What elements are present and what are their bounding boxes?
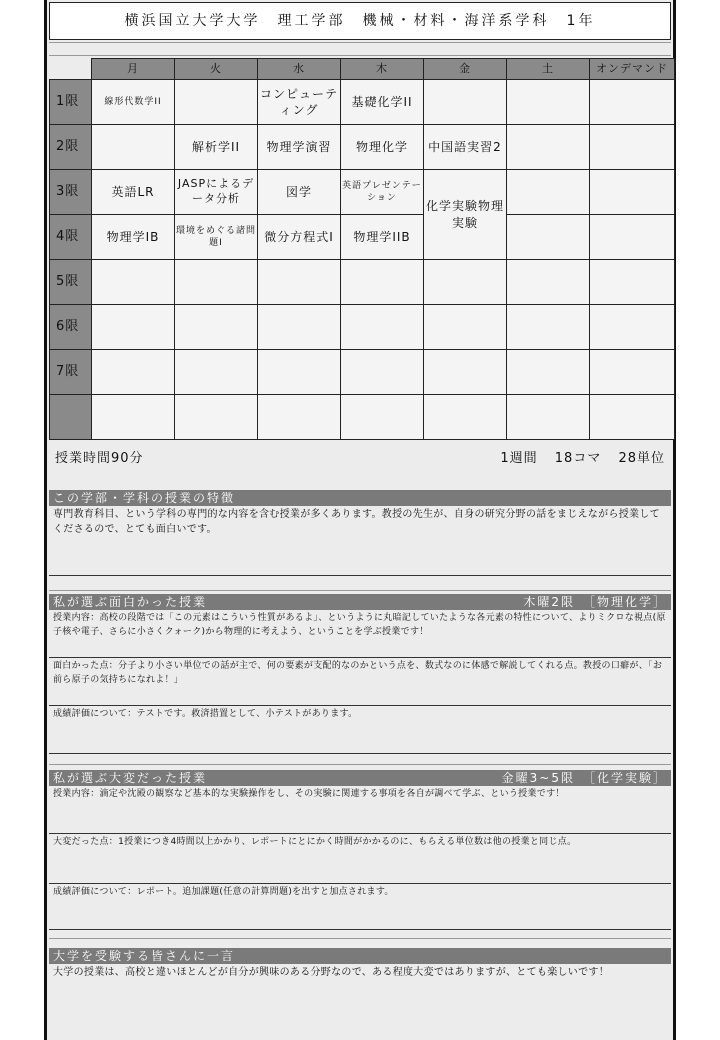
period-label-blank <box>50 395 92 440</box>
period-label: 5限 <box>50 260 92 305</box>
class-cell: 解析学II <box>175 125 258 170</box>
interesting-heading <box>49 594 671 610</box>
empty-cell <box>92 125 175 170</box>
interesting-heading-text: 私が選ぶ面白かった授業 <box>53 595 208 609</box>
empty-cell <box>258 260 341 305</box>
empty-cell <box>424 395 507 440</box>
empty-cell <box>507 80 590 125</box>
day-mon: 月 <box>92 59 175 80</box>
empty-cell <box>175 395 258 440</box>
period-row <box>50 125 675 170</box>
divider <box>49 938 671 939</box>
class-time: 授業時間90分 <box>55 451 144 466</box>
divider <box>49 590 671 591</box>
empty-cell <box>590 125 675 170</box>
empty-cell <box>341 260 424 305</box>
period-row-blank <box>50 395 675 440</box>
empty-cell <box>507 395 590 440</box>
interesting-class-tag: 木曜2限 ［物理化学］ <box>523 595 667 609</box>
timetable-sheet <box>44 0 676 1040</box>
hard-class-tag: 金曜3~5限 ［化学実験］ <box>501 771 667 785</box>
timetable-summary <box>49 440 671 478</box>
corner-cell <box>50 59 92 80</box>
class-cell: 英語LR <box>92 170 175 215</box>
day-wed: 水 <box>258 59 341 80</box>
period-row <box>50 80 675 125</box>
features-heading: この学部・学科の授業の特徴 <box>49 490 671 506</box>
empty-cell <box>175 350 258 395</box>
empty-cell <box>175 80 258 125</box>
message-heading: 大学を受験する皆さんに一言 <box>49 948 671 964</box>
empty-cell <box>507 260 590 305</box>
class-cell: 物理学IIB <box>341 215 424 260</box>
empty-cell <box>507 170 590 215</box>
features-body: 専門教育科目、という学科の専門的な内容を含む授業が多くあります。教授の先生が、自身の研究分野の話をまじえながら授業してくださるので、とても面白いです。 <box>49 506 671 576</box>
empty-cell <box>507 350 590 395</box>
empty-cell <box>92 260 175 305</box>
interesting-grading: 成績評価について：テストです。救済措置として、小テストがあります。 <box>49 706 671 754</box>
empty-cell <box>507 305 590 350</box>
empty-cell <box>590 350 675 395</box>
hard-grading: 成績評価について：レポート。追加課題(任意の計算問題)を出すと加点されます。 <box>49 884 671 930</box>
period-label: 1限 <box>50 80 92 125</box>
period-row <box>50 350 675 395</box>
empty-cell <box>424 80 507 125</box>
empty-cell <box>424 350 507 395</box>
empty-cell <box>590 395 675 440</box>
empty-cell <box>258 350 341 395</box>
empty-cell <box>341 395 424 440</box>
divider <box>49 764 671 765</box>
empty-cell <box>175 260 258 305</box>
empty-cell <box>507 125 590 170</box>
day-tue: 火 <box>175 59 258 80</box>
empty-cell <box>341 305 424 350</box>
empty-cell <box>424 305 507 350</box>
hard-heading <box>49 770 671 786</box>
interesting-content: 授業内容：高校の段階では「この元素はこういう性質があるよ」、というように丸暗記していたような各元素の特性について、よりミクロな視点(原子核や電子、さらに小さくクォーク)から物理的に考えよう、ということを学ぶ授業です！ <box>49 610 671 658</box>
hard-point: 大変だった点：1授業につき4時間以上かかり、レポートにとにかく時間がかかるのに、もらえる単位数は他の授業と同じ点。 <box>49 834 671 884</box>
hard-heading-text: 私が選ぶ大変だった授業 <box>53 771 208 785</box>
empty-cell <box>92 395 175 440</box>
empty-cell <box>590 305 675 350</box>
class-cell: 環境をめぐる諸問題I <box>175 215 258 260</box>
period-label: 2限 <box>50 125 92 170</box>
class-cell: 中国語実習2 <box>424 125 507 170</box>
hard-content: 授業内容：滴定や沈殿の観察など基本的な実験操作をし、その実験に関連する事項を各自が調べて学ぶ、という授業です！ <box>49 786 671 834</box>
period-label: 6限 <box>50 305 92 350</box>
period-label: 3限 <box>50 170 92 215</box>
empty-cell <box>590 80 675 125</box>
spacer-row <box>49 42 671 56</box>
day-fri: 金 <box>424 59 507 80</box>
period-row <box>50 260 675 305</box>
page-title: 横浜国立大学大学 理工学部 機械・材料・海洋系学科 1年 <box>49 2 671 40</box>
class-cell: 物理学IB <box>92 215 175 260</box>
empty-cell <box>507 215 590 260</box>
empty-cell <box>590 260 675 305</box>
class-cell: 物理学演習 <box>258 125 341 170</box>
day-ondemand: オンデマンド <box>590 59 675 80</box>
class-cell: JASPによるデータ分析 <box>175 170 258 215</box>
period-label: 7限 <box>50 350 92 395</box>
weekly-totals: 1週間 18コマ 28単位 <box>500 451 665 466</box>
empty-cell <box>590 170 675 215</box>
class-cell: コンピューティング <box>258 80 341 125</box>
day-thu: 木 <box>341 59 424 80</box>
class-cell: 物理化学 <box>341 125 424 170</box>
class-cell: 基礎化学II <box>341 80 424 125</box>
empty-cell <box>341 350 424 395</box>
period-label: 4限 <box>50 215 92 260</box>
class-cell: 図学 <box>258 170 341 215</box>
class-cell: 英語プレゼンテーション <box>341 170 424 215</box>
empty-cell <box>424 260 507 305</box>
empty-cell <box>590 215 675 260</box>
class-cell: 線形代数学II <box>92 80 175 125</box>
day-sat: 土 <box>507 59 590 80</box>
empty-cell <box>92 350 175 395</box>
timetable <box>49 58 675 440</box>
period-row <box>50 305 675 350</box>
class-cell: 微分方程式I <box>258 215 341 260</box>
empty-cell <box>258 305 341 350</box>
class-cell-merged: 化学実験物理実験 <box>424 170 507 260</box>
day-header-row <box>50 59 675 80</box>
empty-cell <box>175 305 258 350</box>
interesting-point: 面白かった点：分子より小さい単位での話が主で、何の要素が支配的なのかという点を、数式なのに体感で解説してくれる点。教授の口癖が、「お前ら原子の気持ちになれよ！」 <box>49 658 671 706</box>
period-row <box>50 170 675 215</box>
empty-cell <box>92 305 175 350</box>
period-row <box>50 215 675 260</box>
message-body: 大学の授業は、高校と違いほとんどが自分が興味のある分野なので、ある程度大変ではありますが、とても楽しいです！ <box>49 964 671 1040</box>
empty-cell <box>258 395 341 440</box>
